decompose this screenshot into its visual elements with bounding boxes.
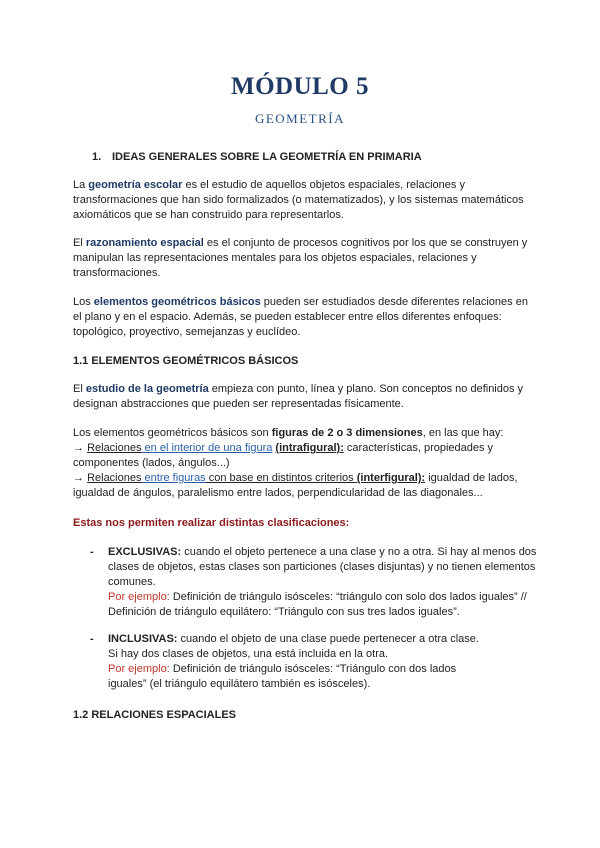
arrow-icon: → bbox=[73, 472, 88, 484]
module-title: MÓDULO 5 bbox=[230, 73, 370, 100]
bullet: - bbox=[90, 546, 94, 558]
term-razonamiento-espacial: razonamiento espacial bbox=[85, 237, 204, 249]
list-item-exclusivas: EXCLUSIVAS: cuando el objeto pertenece a una clase y no a otra. Si hay al menos dos clases de objetos, estas clases son particiones (clases disjuntas) y no tienen elementos comunes. Por ejemplo: Definición de triángulo isósceles: “triángulo con solo dos lados iguales” // Definición de triángulo equilátero: “Triángulo con sus tres lados iguales”. bbox=[108, 546, 537, 618]
paragraph-elementos-basicos: Los elementos geométricos básicos pueden ser estudiados desde diferentes relaciones en el plano y en el espacio. Además, se pueden establecer entre ellos diferentes enfoques: topológico, proyectivo, semejanzas y euclídeo. bbox=[73, 296, 528, 338]
section-1-heading bbox=[92, 150, 532, 165]
link-entre-figuras[interactable]: entre figuras bbox=[141, 472, 206, 484]
paragraph-estudio-geometria: El estudio de la geometría empieza con punto, línea y plano. Son conceptos no definidos y designan abstracciones que pueden ser representadas físicamente. bbox=[73, 383, 524, 410]
relaciones-intro: Los elementos geométricos básicos son figuras de 2 o 3 dimensiones, en las que hay: bbox=[73, 427, 504, 439]
relacion-intrafigural: → Relaciones en el interior de una figura (intrafigural): características, propiedades y componentes (lados, ángulos...) bbox=[73, 442, 494, 469]
module-subtitle: GEOMETRÍA bbox=[254, 111, 346, 126]
term-estudio-geometria: estudio de la geometría bbox=[85, 383, 209, 395]
section-1-title: IDEAS GENERALES SOBRE LA GEOMETRÍA EN PRIMARIA bbox=[112, 151, 422, 163]
section-1-2-heading: 1.2 RELACIONES ESPACIALES bbox=[73, 709, 236, 721]
relacion-interfigural: → Relaciones entre figuras con base en distintos criterios (interfigural): igualdad de lados, igualdad de ángulos, paralelismo entre lados, perpendicularidad de las diagonales... bbox=[73, 472, 518, 499]
paragraph-razonamiento-espacial: El razonamiento espacial es el conjunto de procesos cognitivos por los que se construyen y manipulan las representaciones mentales para los objetos espaciales, relaciones y transformaciones. bbox=[73, 237, 528, 279]
bullet: - bbox=[90, 633, 94, 645]
link-interior-figura[interactable]: en el interior de una figura bbox=[141, 442, 273, 454]
arrow-icon: → bbox=[73, 442, 88, 454]
paragraph-geometria-escolar: La geometría escolar es el estudio de aquellos objetos espaciales, relaciones y transformaciones que han sido formalizados (o matematizados), y los sistemas matemáticos axiomáticos que se han construido para representarlos. bbox=[73, 179, 524, 221]
section-1-number: 1. bbox=[92, 151, 102, 163]
term-geometria-escolar: geometría escolar bbox=[88, 179, 183, 191]
paragraph-relaciones bbox=[73, 426, 533, 501]
list-item-inclusivas: INCLUSIVAS: cuando el objeto de una clase puede pertenecer a otra clase. Si hay dos clases de objetos, una está incluida en la otra. Por ejemplo: Definición de triángulo isósceles: “Triángulo con dos lados iguales” (el triángulo equilátero también es isósceles). bbox=[108, 633, 479, 690]
term-elementos-basicos: elementos geométricos básicos bbox=[93, 296, 261, 308]
clasificaciones-heading: Estas nos permiten realizar distintas clasificaciones: bbox=[73, 517, 350, 529]
section-1-1-heading: 1.1 ELEMENTOS GEOMÉTRICOS BÁSICOS bbox=[73, 355, 299, 367]
